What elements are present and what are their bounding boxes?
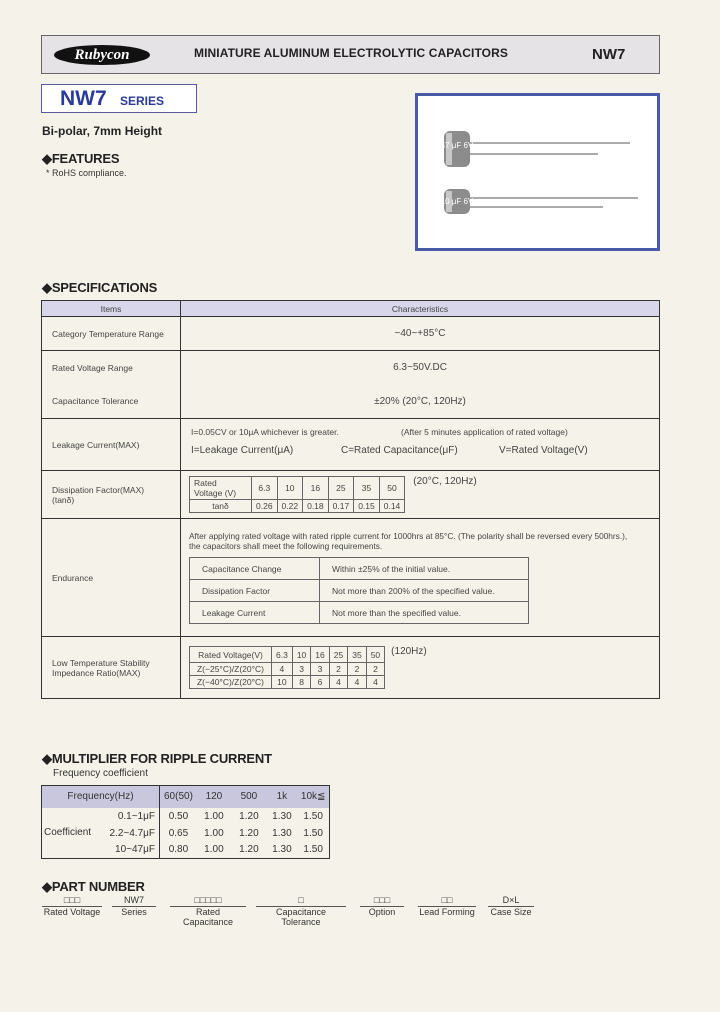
cap1-marks: 47 μF 6V: [440, 141, 474, 150]
lowtemp-val: 4: [272, 663, 293, 676]
df-v: 10: [277, 477, 303, 500]
coef-range: 0.1~1μF: [95, 808, 159, 825]
lowtemp-row1-head: Z(−25°C)/Z(20°C): [190, 663, 272, 676]
series-name: NW7: [60, 87, 107, 110]
df-val: 0.15: [354, 500, 380, 513]
part-number-heading: ◆PART NUMBER: [42, 879, 145, 894]
col-items: Items: [42, 301, 181, 317]
df-val: 0.18: [303, 500, 329, 513]
features-heading: ◆FEATURES: [42, 151, 120, 166]
lowtemp-val: 2: [366, 663, 384, 676]
coef-range: 2.2~4.7μF: [95, 825, 159, 842]
freq-col: 120: [197, 786, 231, 808]
freq-head: Frequency(Hz): [42, 786, 160, 808]
pn-code: □□□□□: [170, 895, 246, 907]
coef-val: 1.50: [303, 844, 323, 856]
coef-val: 1.20: [239, 810, 259, 822]
endurance-label: Endurance: [42, 519, 181, 637]
df-val: 0.14: [379, 500, 405, 513]
pn-code: □: [256, 895, 346, 907]
lowtemp-row2-head: Z(−40°C)/Z(20°C): [190, 676, 272, 689]
subtitle: Bi-polar, 7mm Height: [42, 124, 163, 138]
coef-label: Coefficient: [44, 827, 92, 839]
endurance-text1: After applying rated voltage with rated ripple current for 1000hrs at 85°C. (The polarity shall be reversed every 500hrs.),: [189, 531, 628, 541]
lowtemp-v: 50: [366, 647, 384, 663]
lowtemp-v: 6.3: [272, 647, 293, 663]
pn-code: NW7: [112, 895, 156, 907]
leakage-value: [181, 419, 660, 471]
coef-val: 0.65: [168, 827, 189, 839]
df-head-tand: tanδ: [190, 500, 252, 513]
rated-voltage-value: 6.3~50V.DC: [181, 351, 660, 385]
series-code: NW7: [592, 46, 626, 63]
pn-label: Series: [121, 907, 147, 917]
lowtemp-v: 16: [311, 647, 329, 663]
spec-table: [41, 300, 660, 699]
lowtemp-v: 35: [348, 647, 366, 663]
leakage-def-i: I=Leakage Current(μA): [191, 445, 294, 456]
header-bar: [41, 35, 660, 74]
leakage-formula: I=0.05CV or 10μA whichever is greater.: [191, 427, 339, 437]
df-v: 25: [328, 477, 354, 500]
lowtemp-val: 8: [292, 676, 310, 689]
df-label-line1: Dissipation Factor(MAX): [52, 484, 145, 495]
lowtemp-val: 6: [311, 676, 329, 689]
multiplier-heading: ◆MULTIPLIER FOR RIPPLE CURRENT: [42, 751, 272, 766]
endurance-value: [181, 519, 660, 637]
coef-val: 1.30: [272, 844, 292, 856]
df-v: 16: [303, 477, 329, 500]
series-box: [41, 84, 197, 113]
freq-col: 60(50): [160, 786, 197, 808]
multiplier-table: [41, 785, 330, 859]
leakage-def-c: C=Rated Capacitance(μF): [341, 445, 458, 456]
df-head-voltage: Rated Voltage (V): [190, 477, 252, 500]
pn-option: [360, 895, 404, 917]
df-label-line2: (tanδ): [52, 494, 75, 505]
lowtemp-val: 4: [366, 676, 384, 689]
pn-cap-tolerance: [256, 895, 346, 927]
coef-val: 0.50: [168, 810, 189, 822]
endurance-text2: the capacitors shall meet the following requirements.: [189, 541, 383, 551]
df-table: [189, 476, 405, 513]
product-photo: [415, 93, 660, 251]
lowtemp-v: 10: [292, 647, 310, 663]
df-label: [42, 471, 181, 519]
rubycon-logo: Rubycon: [54, 45, 150, 65]
cap-tolerance-value: ±20% (20°C, 120Hz): [181, 385, 660, 419]
freq-col: 1k: [267, 786, 297, 808]
lowtemp-condition: (120Hz): [391, 646, 427, 657]
leakage-def-v: V=Rated Voltage(V): [499, 445, 588, 456]
endurance-item: Leakage Current: [190, 602, 320, 624]
col-characteristics: Characteristics: [181, 301, 660, 317]
pn-lead-forming: [418, 895, 476, 917]
df-condition: (20°C, 120Hz): [413, 476, 477, 487]
freq-col: 10k≦: [297, 786, 330, 808]
pn-code: D×L: [488, 895, 534, 907]
pn-label: Rated Voltage: [43, 907, 101, 917]
coef-val: 1.20: [239, 844, 259, 856]
coef-val: 1.20: [239, 827, 259, 839]
lowtemp-head: Rated Voltage(V): [190, 647, 272, 663]
category-temp-value: −40~+85°C: [181, 317, 660, 351]
lowtemp-value: [181, 637, 660, 699]
lowtemp-val: 4: [348, 676, 366, 689]
pn-label: Rated Capacitance: [182, 907, 234, 927]
cap2-marks: 10 μF 6V: [440, 197, 474, 206]
leakage-label: Leakage Current(MAX): [42, 419, 181, 471]
endurance-item: Capacitance Change: [190, 558, 320, 580]
df-val: 0.26: [252, 500, 278, 513]
coef-val: 1.00: [204, 844, 224, 856]
pn-label: Lead Forming: [419, 907, 475, 917]
coef-val: 0.80: [168, 844, 189, 856]
cap-tolerance-label: Capacitance Tolerance: [42, 385, 181, 419]
freq-col: 500: [231, 786, 267, 808]
endurance-item: Dissipation Factor: [190, 580, 320, 602]
category-temp-label: Category Temperature Range: [42, 317, 181, 351]
df-val: 0.22: [277, 500, 303, 513]
pn-code: □□□: [360, 895, 404, 907]
lowtemp-label: [42, 637, 181, 699]
lowtemp-val: 4: [329, 676, 347, 689]
df-v: 50: [379, 477, 405, 500]
pn-series: [112, 895, 156, 917]
specifications-heading: ◆SPECIFICATIONS: [42, 280, 158, 295]
df-value: [181, 471, 660, 519]
coef-val: 1.50: [303, 827, 323, 839]
coef-val: 1.50: [303, 810, 323, 822]
df-v: 35: [354, 477, 380, 500]
pn-code: □□□: [42, 895, 102, 907]
lowtemp-val: 10: [272, 676, 293, 689]
multiplier-sub: Frequency coefficient: [53, 768, 148, 779]
lowtemp-v: 25: [329, 647, 347, 663]
pn-label: Option: [368, 907, 396, 917]
endurance-req: Not more than 200% of the specified value.: [320, 580, 529, 602]
page-title: MINIATURE ALUMINUM ELECTROLYTIC CAPACITORS: [194, 46, 508, 60]
coef-val: 1.30: [272, 827, 292, 839]
pn-label: Case Size: [490, 907, 532, 917]
lowtemp-val: 3: [292, 663, 310, 676]
lowtemp-table: [189, 646, 385, 689]
lowtemp-val: 2: [329, 663, 347, 676]
df-val: 0.17: [328, 500, 354, 513]
pn-case-size: [488, 895, 534, 917]
lowtemp-label-line1: Low Temperature Stability: [52, 657, 150, 668]
rated-voltage-label: Rated Voltage Range: [42, 351, 181, 385]
coef-val: 1.00: [204, 810, 224, 822]
coef-val: 1.30: [272, 810, 292, 822]
pn-rated-voltage: [42, 895, 102, 917]
df-v: 6.3: [252, 477, 278, 500]
lowtemp-label-line2: Impedance Ratio(MAX): [52, 667, 141, 678]
lowtemp-val: 3: [311, 663, 329, 676]
pn-label: Capacitance Tolerance: [275, 907, 327, 927]
endurance-req: Within ±25% of the initial value.: [320, 558, 529, 580]
pn-rated-capacitance: [170, 895, 246, 927]
pn-code: □□: [418, 895, 476, 907]
coef-val: 1.00: [204, 827, 224, 839]
endurance-table: [189, 557, 529, 624]
leakage-condition: (After 5 minutes application of rated voltage): [401, 427, 568, 437]
series-suffix: SERIES: [120, 94, 165, 108]
coef-range: 10~47μF: [95, 842, 159, 859]
endurance-req: Not more than the specified value.: [320, 602, 529, 624]
features-item: * RoHS compliance.: [46, 168, 127, 178]
lowtemp-val: 2: [348, 663, 366, 676]
